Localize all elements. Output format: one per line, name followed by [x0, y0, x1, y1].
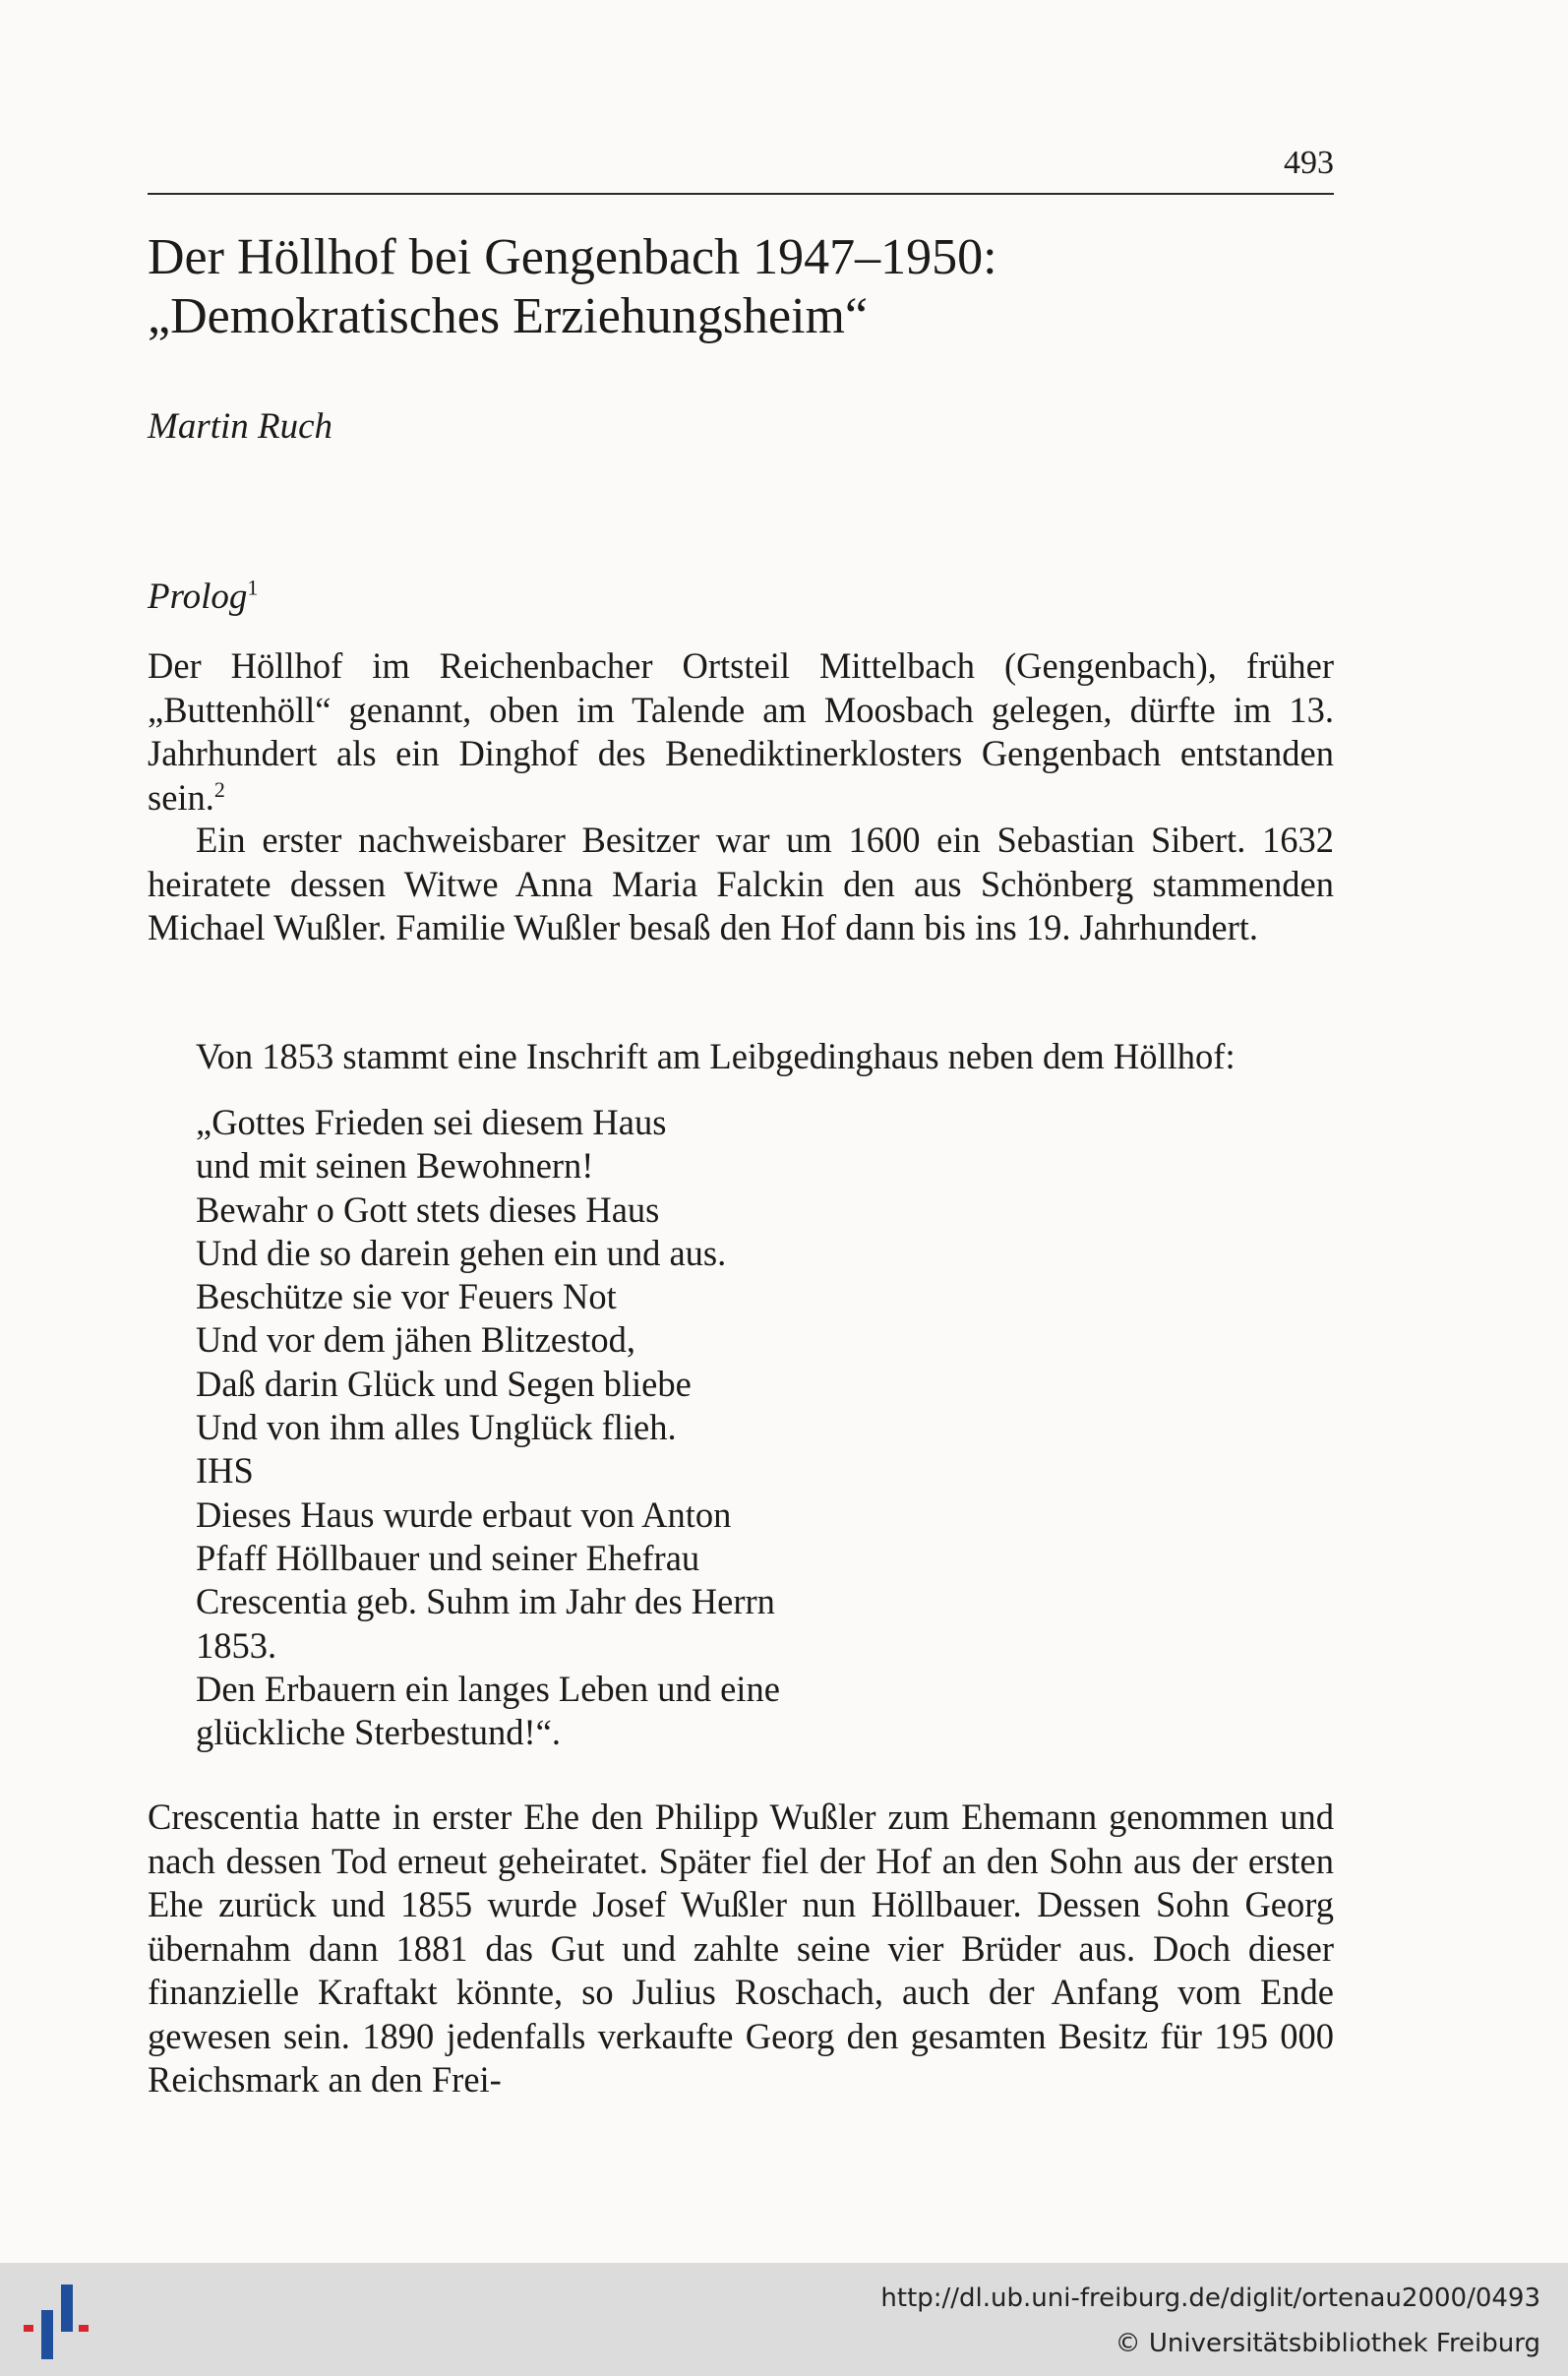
inscription-quote [196, 1101, 1278, 1754]
inscription-line: Und von ihm alles Unglück flieh. [196, 1407, 677, 1448]
inscription-line: Den Erbauern ein langes Leben und eine [196, 1668, 780, 1709]
paragraph-1 [148, 644, 1334, 820]
paragraph-4: Crescentia hatte in erster Ehe den Philipp Wußler zum Ehemann genommen und nach dessen Tod erneut geheiratet. Später fiel der Hof an den Sohn aus der ersten Ehe zurück und 1855 wurde Josef Wußler nun Höllbauer. Dessen Sohn Georg übernahm dann 1881 das Gut und zahlte seine vier Brüder aus. Doch dieser finanzielle Kraftakt könnte, so Julius Roschach, auch der Anfang vom Ende gewesen sein. 1890 jedenfalls verkaufte Georg den gesamten Besitz für 195 000 Reichsmark an den Frei- [148, 1797, 1334, 2100]
section-heading [148, 576, 258, 619]
inscription-line: glückliche Sterbestund!“. [196, 1712, 561, 1753]
inscription-line: Pfaff Höllbauer und seiner Ehefrau [196, 1537, 700, 1578]
article-title [148, 228, 1334, 346]
ub-freiburg-logo-icon [22, 2283, 100, 2361]
footnote-ref-2: 2 [213, 776, 225, 802]
viewer-footer [0, 2263, 1568, 2376]
title-line-1: Der Höllhof bei Gengenbach 1947–1950: [148, 229, 997, 285]
page-number: 493 [1284, 145, 1334, 181]
inscription-line: Dieses Haus wurde erbaut von Anton [196, 1493, 732, 1535]
running-header [148, 138, 1334, 195]
inscription-line: Daß darin Glück und Segen bliebe [196, 1363, 692, 1404]
copyright-notice: © Universitätsbibliothek Freiburg [1115, 2329, 1540, 2358]
inscription-line: „Gottes Frieden sei diesem Haus [196, 1102, 667, 1142]
source-url-link[interactable]: http://dl.ub.uni-freiburg.de/diglit/ortenau2000/0493 [880, 2284, 1540, 2313]
inscription-line: IHS [196, 1450, 254, 1492]
inscription-line: 1853. [196, 1624, 277, 1666]
paragraph-2: Ein erster nachweisbarer Besitzer war um 1600 ein Sebastian Sibert. 1632 heiratete dessen Witwe Anna Maria Falckin den aus Schönberg stammenden Michael Wußler. Familie Wußler besaß den Hof dann bis ins 19. Jahrhundert. [148, 820, 1334, 947]
inscription-line: und mit seinen Bewohnern! [196, 1145, 594, 1187]
paragraph-3: Von 1853 stammt eine Inschrift am Leibgedinghaus neben dem Höllhof: [196, 1036, 1236, 1076]
author-name: Martin Ruch [148, 406, 333, 447]
inscription-line: Bewahr o Gott stets dieses Haus [196, 1188, 660, 1230]
inscription-line: Und vor dem jähen Blitzestod, [196, 1319, 636, 1361]
inscription-line: Beschütze sie vor Feuers Not [196, 1276, 617, 1317]
title-line-2: „Demokratisches Erziehungsheim“ [148, 288, 869, 344]
inscription-line: Und die so darein gehen ein und aus. [196, 1232, 727, 1273]
section-heading-text: Prolog [148, 577, 248, 617]
paragraph-1-text: Der Höllhof im Reichenbacher Ortsteil Mittelbach (Gengenbach), früher „Buttenhöll“ genannt, oben im Talende am Moosbach gelegen, dürfte im 13. Jahrhundert als ein Dinghof des Benediktinerklosters Gengenbach entstanden sein. [148, 645, 1334, 818]
inscription-line: Crescentia geb. Suhm im Jahr des Herrn [196, 1581, 775, 1622]
footnote-ref-1: 1 [247, 575, 259, 600]
